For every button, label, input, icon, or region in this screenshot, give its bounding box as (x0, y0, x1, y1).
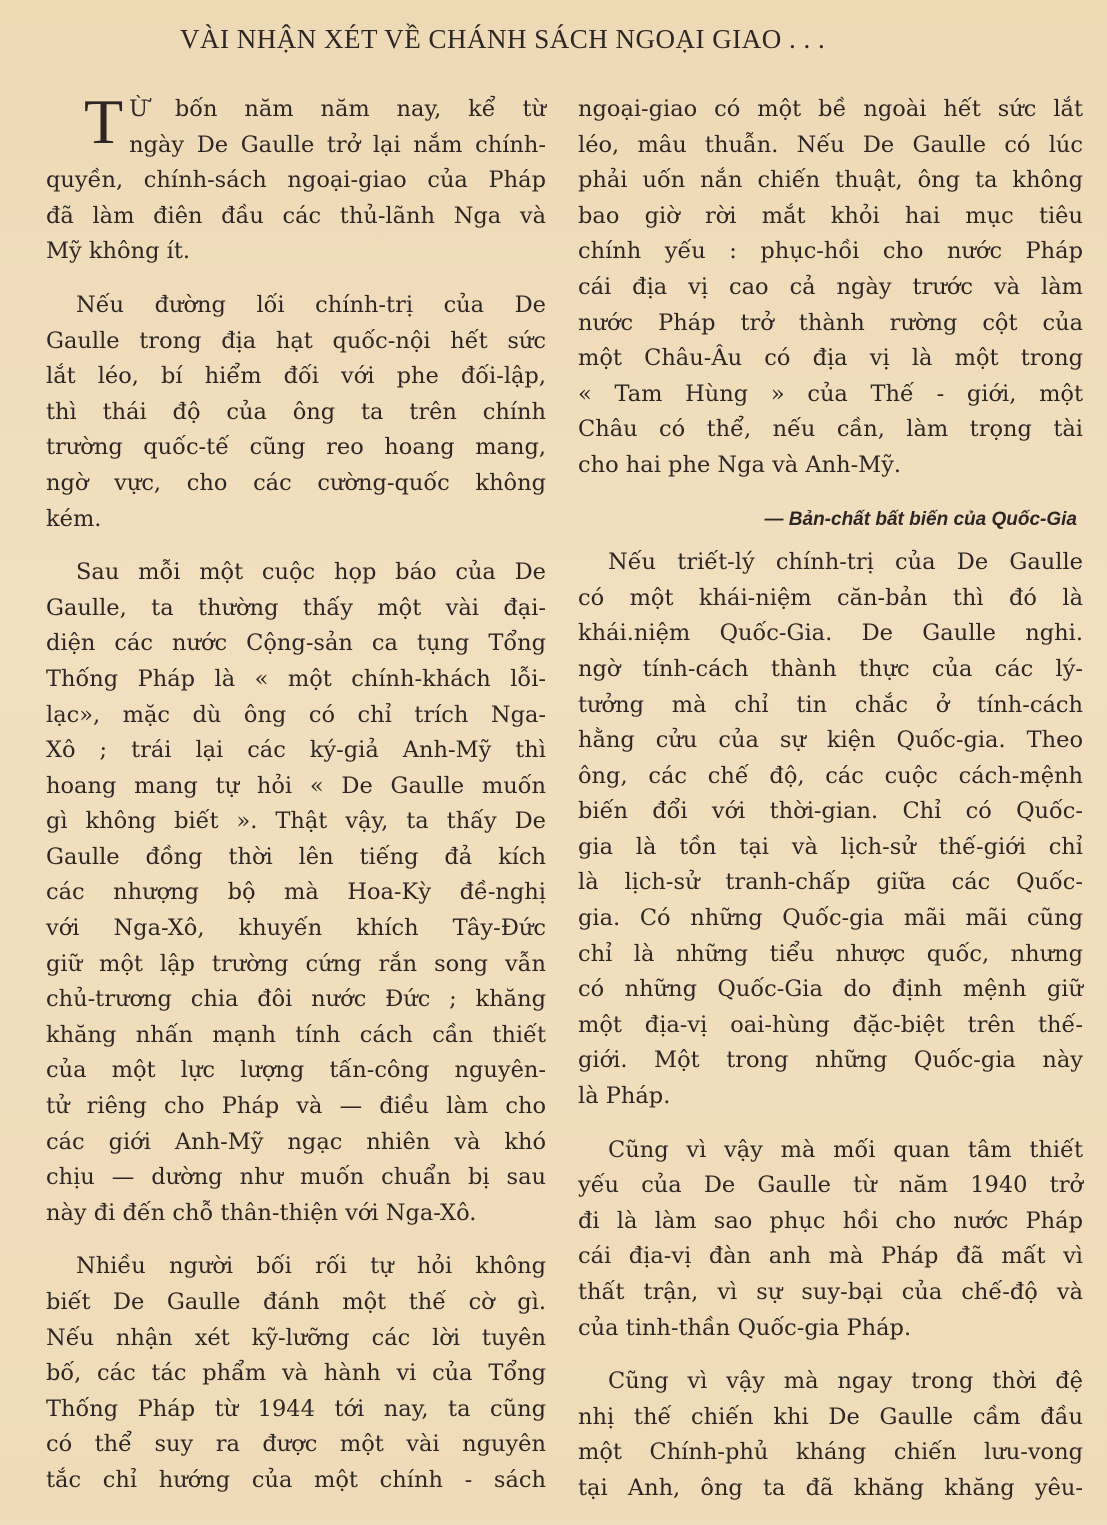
text-line: hằng cửu của sự kiện Quốc-gia. Theo (578, 727, 1083, 754)
text-line: biến đổi với thời-gian. Chỉ có Quốc- (578, 798, 1083, 825)
text-line: bố, các tác phẩm và hành vi của Tổng (46, 1360, 546, 1387)
drop-cap: T (84, 86, 124, 157)
text-line: quyền, chính-sách ngoại-giao của Pháp (46, 167, 546, 194)
text-line: yếu của De Gaulle từ năm 1940 trở (578, 1172, 1083, 1199)
text-line: tại Anh, ông ta đã khăng khăng yêu- (578, 1474, 1083, 1501)
text-line: lắt léo, bí hiểm đối với phe đối-lập, (46, 363, 546, 390)
page-header-title: VÀI NHẬN XÉT VỀ CHÁNH SÁCH NGOẠI GIAO . . . (180, 24, 826, 54)
text-line: khăng nhấn mạnh tính cách cần thiết (46, 1021, 546, 1048)
text-line: lạc», mặc dù ông có chỉ trích Nga- (46, 701, 546, 728)
paragraph-4 (46, 1249, 546, 1498)
text-line: giới. Một trong những Quốc-gia này (578, 1047, 1083, 1074)
text-line: Thống Pháp từ 1944 tới nay, ta cũng (46, 1395, 546, 1422)
right-column (578, 92, 1083, 1525)
text-line: Nếu đường lối chính-trị của De (76, 291, 546, 318)
text-line: thất trận, vì sự suy-bại của chế-độ và (578, 1279, 1083, 1305)
text-line: Thống Pháp là « một chính-khách lỗi- (46, 665, 546, 692)
section-subheading: — Bản-chất bất biến của Quốc-Gia (764, 508, 1077, 530)
paragraph-1 (46, 86, 546, 270)
left-column (46, 86, 546, 1517)
text-line: có một khái-niệm căn-bản thì đó là (578, 584, 1083, 611)
paragraph-2 (46, 288, 546, 537)
paragraph-8 (578, 1364, 1083, 1506)
paragraph-5 (578, 92, 1083, 484)
text-line: chủ-trương chia đôi nước Đức ; khăng (46, 986, 546, 1013)
text-line: Nếu triết-lý chính-trị của De Gaulle (608, 549, 1083, 576)
text-line: cái địa vị cao cả ngày trước và làm (578, 273, 1083, 300)
text-line: các nhượng bộ mà Hoa-Kỳ đề-nghị (46, 879, 546, 906)
text-line: chính yếu : phục-hồi cho nước Pháp (578, 238, 1083, 265)
text-line: ngờ tính-cách thành thực của các lý- (578, 655, 1083, 682)
text-line: các giới Anh-Mỹ ngạc nhiên và khó (46, 1128, 546, 1155)
text-line: một Châu-Âu có địa vị là một trong (578, 345, 1083, 372)
text-line: Châu có thể, nếu cần, làm trọng tài (578, 416, 1083, 443)
paragraph-6 (578, 545, 1083, 1115)
text-line: léo, mâu thuẫn. Nếu De Gaulle có lúc (578, 131, 1083, 158)
text-line: phải uốn nắn chiến thuật, ông ta không (578, 167, 1083, 194)
text-line: gì không biết ». Thật vậy, ta thấy De (46, 808, 546, 835)
text-line: khái.niệm Quốc-Gia. De Gaulle nghi. (578, 620, 1083, 647)
paragraph-7 (578, 1133, 1083, 1347)
text-line: chỉ là những tiểu nhược quốc, nhưng (578, 940, 1083, 967)
text-line: trường quốc-tế cũng reo hoang mang, (46, 434, 546, 461)
text-line: một địa-vị oai-hùng đặc-biệt trên thế- (578, 1011, 1083, 1038)
text-line: của tinh-thần Quốc-gia Pháp. (578, 1314, 912, 1341)
text-line: chịu — dường như muốn chuẩn bị sau (46, 1164, 546, 1191)
text-line: Gaulle, ta thường thấy một vài đại- (46, 594, 546, 621)
text-line: Nhiều người bối rối tự hỏi không (76, 1253, 546, 1280)
text-line: của một lực lượng tấn-công nguyên- (46, 1057, 546, 1084)
text-line: bao giờ rời mắt khỏi hai mục tiêu (578, 202, 1083, 229)
text-line: này đi đến chỗ thân-thiện với Nga-Xô. (46, 1199, 477, 1226)
text-line: gia. Có những Quốc-gia mãi mãi cũng (578, 905, 1083, 932)
text-line: có thể suy ra được một vài nguyên (46, 1431, 546, 1458)
text-line: Sau mỗi một cuộc họp báo của De (76, 559, 546, 586)
text-line: Gaulle đồng thời lên tiếng đả kích (46, 843, 546, 870)
text-line: nhị thế chiến khi De Gaulle cầm đầu (578, 1403, 1083, 1430)
text-line: là lịch-sử tranh-chấp giữa các Quốc- (578, 869, 1083, 896)
text-line: tử riêng cho Pháp và — điều làm cho (46, 1093, 546, 1120)
text-line: ngày De Gaulle trở lại nắm chính- (129, 131, 546, 158)
text-line: gia là tồn tại và lịch-sử thế-giới chỉ (578, 833, 1083, 860)
text-line: đã làm điên đầu các thủ-lãnh Nga và (46, 202, 546, 229)
text-line: nước Pháp trở thành rường cột của (578, 309, 1083, 336)
text-line: tắc chỉ hướng của một chính - sách (46, 1466, 546, 1493)
text-line: Gaulle trong địa hạt quốc-nội hết sức (46, 327, 546, 354)
text-line: có những Quốc-Gia do định mệnh giữ (578, 976, 1083, 1003)
text-line: ngờ vực, cho các cường-quốc không (46, 469, 546, 496)
text-line: hoang mang tự hỏi « De Gaulle muốn (46, 772, 546, 799)
text-line: ông, các chế độ, các cuộc cách-mệnh (578, 762, 1083, 789)
text-line: biết De Gaulle đánh một thế cờ gì. (46, 1289, 546, 1315)
text-line: giữ một lập trường cứng rắn song vẫn (46, 950, 546, 977)
text-line: là Pháp. (578, 1083, 671, 1110)
text-line: ngoại-giao có một bề ngoài hết sức lắt (578, 96, 1083, 122)
text-line: Cũng vì vậy mà ngay trong thời đệ (608, 1368, 1083, 1395)
text-line: một Chính-phủ kháng chiến lưu-vong (578, 1439, 1083, 1466)
text-line: với Nga-Xô, khuyến khích Tây-Đức (46, 915, 546, 942)
text-line: diện các nước Cộng-sản ca tụng Tổng (46, 630, 546, 657)
text-line: Ừ bốn năm năm nay, kể từ (129, 96, 546, 122)
paragraph-3 (46, 555, 546, 1231)
text-line: đi là làm sao phục hồi cho nước Pháp (578, 1207, 1083, 1234)
text-line: Xô ; trái lại các ký-giả Anh-Mỹ thì (46, 737, 546, 764)
text-line: « Tam Hùng » của Thế - giới, một (578, 380, 1083, 407)
text-line: Cũng vì vậy mà mối quan tâm thiết (608, 1136, 1083, 1163)
text-line: cái địa-vị đàn anh mà Pháp đã mất vì (578, 1243, 1083, 1270)
text-line: kém. (46, 505, 102, 532)
text-line: tưởng mà chỉ tin chắc ở tính-cách (578, 691, 1083, 718)
text-line: Nếu nhận xét kỹ-lưỡng các lời tuyên (46, 1324, 546, 1351)
text-line: thì thái độ của ông ta trên chính (46, 398, 546, 425)
text-line: Mỹ không ít. (46, 238, 191, 265)
text-line: cho hai phe Nga và Anh-Mỹ. (578, 451, 902, 478)
